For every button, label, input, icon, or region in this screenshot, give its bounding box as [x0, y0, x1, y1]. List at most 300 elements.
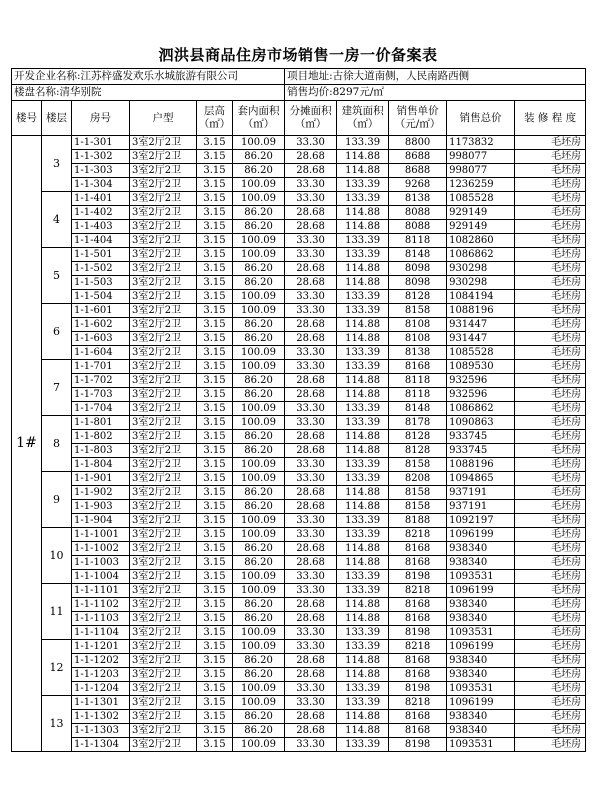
floor-cell: 4: [42, 192, 72, 248]
col-header-layout: 户型: [130, 101, 197, 136]
decoration-cell: 毛坯房: [515, 416, 586, 430]
indoor-area-cell: 100.09: [233, 458, 285, 472]
decoration-cell: 毛坯房: [515, 640, 586, 654]
decoration-cell: 毛坯房: [515, 388, 586, 402]
unit-price-cell: 8800: [389, 136, 447, 150]
layout-cell: 3室2厅2卫: [130, 388, 197, 402]
layout-cell: 3室2厅2卫: [130, 472, 197, 486]
room-cell: 1-1-701: [72, 360, 130, 374]
shared-area-cell: 28.68: [285, 486, 337, 500]
indoor-area-cell: 86.20: [233, 374, 285, 388]
room-cell: 1-1-704: [72, 402, 130, 416]
indoor-area-cell: 86.20: [233, 220, 285, 234]
shared-area-cell: 28.68: [285, 668, 337, 682]
room-cell: 1-1-1302: [72, 710, 130, 724]
table-row: [12, 710, 586, 724]
build-area-cell: 133.39: [337, 346, 389, 360]
build-area-cell: 114.88: [337, 276, 389, 290]
table-row: [12, 626, 586, 640]
table-row: [12, 164, 586, 178]
height-cell: 3.15: [197, 318, 233, 332]
build-area-cell: 114.88: [337, 206, 389, 220]
room-cell: 1-1-1204: [72, 682, 130, 696]
height-cell: 3.15: [197, 500, 233, 514]
total-price-cell: 932596: [447, 374, 515, 388]
shared-area-cell: 33.30: [285, 192, 337, 206]
table-row: [12, 640, 586, 654]
indoor-area-cell: 86.20: [233, 500, 285, 514]
project-name: 清华别院: [59, 86, 102, 98]
table-row: [12, 234, 586, 248]
layout-cell: 3室2厅2卫: [130, 710, 197, 724]
height-cell: 3.15: [197, 710, 233, 724]
layout-cell: 3室2厅2卫: [130, 192, 197, 206]
shared-area-cell: 33.30: [285, 738, 337, 752]
decoration-cell: 毛坯房: [515, 682, 586, 696]
shared-area-cell: 33.30: [285, 696, 337, 710]
total-price-cell: 1090863: [447, 416, 515, 430]
decoration-cell: 毛坯房: [515, 136, 586, 150]
decoration-cell: 毛坯房: [515, 458, 586, 472]
unit-price-cell: 8108: [389, 318, 447, 332]
layout-cell: 3室2厅2卫: [130, 402, 197, 416]
table-row: [12, 668, 586, 682]
height-cell: 3.15: [197, 598, 233, 612]
total-price-cell: 1093531: [447, 626, 515, 640]
shared-area-cell: 28.68: [285, 164, 337, 178]
shared-area-cell: 33.30: [285, 472, 337, 486]
col-header-build-area: 建筑面积（㎡）: [337, 101, 389, 136]
build-area-cell: 133.39: [337, 304, 389, 318]
layout-cell: 3室2厅2卫: [130, 640, 197, 654]
shared-area-cell: 28.68: [285, 318, 337, 332]
total-price-cell: 1088196: [447, 304, 515, 318]
avg-price-cell: [285, 85, 586, 101]
indoor-area-cell: 100.09: [233, 682, 285, 696]
shared-area-cell: 33.30: [285, 402, 337, 416]
total-price-cell: 998077: [447, 150, 515, 164]
build-area-cell: 114.88: [337, 500, 389, 514]
height-cell: 3.15: [197, 724, 233, 738]
build-area-cell: 114.88: [337, 262, 389, 276]
height-cell: 3.15: [197, 654, 233, 668]
shared-area-cell: 28.68: [285, 388, 337, 402]
room-cell: 1-1-504: [72, 290, 130, 304]
floor-cell: 12: [42, 640, 72, 696]
table-row: [12, 346, 586, 360]
layout-cell: 3室2厅2卫: [130, 430, 197, 444]
indoor-area-cell: 100.09: [233, 304, 285, 318]
total-price-cell: 938340: [447, 724, 515, 738]
room-cell: 1-1-1102: [72, 598, 130, 612]
indoor-area-cell: 100.09: [233, 248, 285, 262]
indoor-area-cell: 100.09: [233, 584, 285, 598]
decoration-cell: 毛坯房: [515, 598, 586, 612]
indoor-area-cell: 100.09: [233, 346, 285, 360]
shared-area-cell: 33.30: [285, 626, 337, 640]
table-row: [12, 500, 586, 514]
decoration-cell: 毛坯房: [515, 234, 586, 248]
room-cell: 1-1-1003: [72, 556, 130, 570]
table-row: [12, 444, 586, 458]
height-cell: 3.15: [197, 248, 233, 262]
build-area-cell: 133.39: [337, 248, 389, 262]
total-price-cell: 938340: [447, 556, 515, 570]
height-cell: 3.15: [197, 444, 233, 458]
total-price-cell: 938340: [447, 542, 515, 556]
table-row: [12, 458, 586, 472]
height-cell: 3.15: [197, 276, 233, 290]
layout-cell: 3室2厅2卫: [130, 304, 197, 318]
build-area-cell: 133.39: [337, 136, 389, 150]
col-header-floor: 楼层: [42, 101, 72, 136]
filing-table: [11, 68, 586, 752]
table-row: [12, 570, 586, 584]
unit-price-cell: 8138: [389, 192, 447, 206]
location-value: 古徐大道南侧，人民南路西侧: [332, 70, 470, 82]
room-cell: 1-1-401: [72, 192, 130, 206]
unit-price-cell: 8128: [389, 444, 447, 458]
layout-cell: 3室2厅2卫: [130, 696, 197, 710]
avg-price-label: 销售均价:: [287, 86, 333, 98]
layout-cell: 3室2厅2卫: [130, 150, 197, 164]
table-row: [12, 318, 586, 332]
total-price-cell: 1086862: [447, 248, 515, 262]
build-area-cell: 133.39: [337, 290, 389, 304]
room-cell: 1-1-1004: [72, 570, 130, 584]
decoration-cell: 毛坯房: [515, 150, 586, 164]
decoration-cell: 毛坯房: [515, 360, 586, 374]
unit-price-cell: 8168: [389, 598, 447, 612]
indoor-area-cell: 86.20: [233, 430, 285, 444]
unit-price-cell: 8168: [389, 654, 447, 668]
room-cell: 1-1-904: [72, 514, 130, 528]
header-row: [12, 101, 586, 136]
total-price-cell: 937191: [447, 486, 515, 500]
unit-price-cell: 8158: [389, 486, 447, 500]
unit-price-cell: 8198: [389, 738, 447, 752]
build-area-cell: 133.39: [337, 738, 389, 752]
indoor-area-cell: 100.09: [233, 192, 285, 206]
height-cell: 3.15: [197, 556, 233, 570]
room-cell: 1-1-302: [72, 150, 130, 164]
layout-cell: 3室2厅2卫: [130, 556, 197, 570]
height-cell: 3.15: [197, 486, 233, 500]
shared-area-cell: 33.30: [285, 248, 337, 262]
decoration-cell: 毛坯房: [515, 402, 586, 416]
layout-cell: 3室2厅2卫: [130, 276, 197, 290]
height-cell: 3.15: [197, 374, 233, 388]
project-cell: [12, 85, 285, 101]
shared-area-cell: 28.68: [285, 374, 337, 388]
shared-area-cell: 33.30: [285, 346, 337, 360]
project-label: 楼盘名称:: [14, 86, 60, 98]
room-cell: 1-1-604: [72, 346, 130, 360]
shared-area-cell: 28.68: [285, 710, 337, 724]
indoor-area-cell: 86.20: [233, 724, 285, 738]
room-cell: 1-1-1303: [72, 724, 130, 738]
table-row: [12, 514, 586, 528]
room-cell: 1-1-902: [72, 486, 130, 500]
unit-price-cell: 8168: [389, 668, 447, 682]
table-row: [12, 178, 586, 192]
floor-cell: 3: [42, 136, 72, 192]
room-cell: 1-1-1202: [72, 654, 130, 668]
developer-row: [12, 69, 586, 85]
total-price-cell: 1173832: [447, 136, 515, 150]
table-row: [12, 150, 586, 164]
indoor-area-cell: 86.20: [233, 710, 285, 724]
shared-area-cell: 33.30: [285, 458, 337, 472]
total-price-cell: 1089530: [447, 360, 515, 374]
decoration-cell: 毛坯房: [515, 164, 586, 178]
height-cell: 3.15: [197, 346, 233, 360]
unit-price-cell: 8198: [389, 570, 447, 584]
build-area-cell: 133.39: [337, 416, 389, 430]
unit-price-cell: 8098: [389, 262, 447, 276]
decoration-cell: 毛坯房: [515, 346, 586, 360]
decoration-cell: 毛坯房: [515, 220, 586, 234]
height-cell: 3.15: [197, 514, 233, 528]
room-cell: 1-1-1301: [72, 696, 130, 710]
build-area-cell: 133.39: [337, 528, 389, 542]
height-cell: 3.15: [197, 136, 233, 150]
room-cell: 1-1-1002: [72, 542, 130, 556]
total-price-cell: 930298: [447, 276, 515, 290]
height-cell: 3.15: [197, 206, 233, 220]
unit-price-cell: 8158: [389, 458, 447, 472]
total-price-cell: 931447: [447, 318, 515, 332]
table-row: [12, 276, 586, 290]
table-row: [12, 136, 586, 150]
indoor-area-cell: 86.20: [233, 276, 285, 290]
height-cell: 3.15: [197, 570, 233, 584]
page-title: 泗洪县商品住房市场销售一房一价备案表: [158, 46, 438, 64]
total-price-cell: 932596: [447, 388, 515, 402]
build-area-cell: 133.39: [337, 696, 389, 710]
shared-area-cell: 28.68: [285, 556, 337, 570]
indoor-area-cell: 100.09: [233, 360, 285, 374]
shared-area-cell: 28.68: [285, 276, 337, 290]
build-area-cell: 133.39: [337, 682, 389, 696]
height-cell: 3.15: [197, 458, 233, 472]
layout-cell: 3室2厅2卫: [130, 374, 197, 388]
room-cell: 1-1-703: [72, 388, 130, 402]
location-label: 项目地址:: [287, 70, 333, 82]
room-cell: 1-1-503: [72, 276, 130, 290]
decoration-cell: 毛坯房: [515, 696, 586, 710]
decoration-cell: 毛坯房: [515, 542, 586, 556]
layout-cell: 3室2厅2卫: [130, 668, 197, 682]
unit-price-cell: 8118: [389, 374, 447, 388]
decoration-cell: 毛坯房: [515, 262, 586, 276]
floor-cell: 11: [42, 584, 72, 640]
indoor-area-cell: 86.20: [233, 486, 285, 500]
indoor-area-cell: 100.09: [233, 136, 285, 150]
height-cell: 3.15: [197, 304, 233, 318]
height-cell: 3.15: [197, 640, 233, 654]
layout-cell: 3室2厅2卫: [130, 598, 197, 612]
shared-area-cell: 33.30: [285, 570, 337, 584]
unit-price-cell: 8138: [389, 346, 447, 360]
layout-cell: 3室2厅2卫: [130, 542, 197, 556]
shared-area-cell: 28.68: [285, 430, 337, 444]
shared-area-cell: 28.68: [285, 500, 337, 514]
shared-area-cell: 28.68: [285, 220, 337, 234]
decoration-cell: 毛坯房: [515, 570, 586, 584]
height-cell: 3.15: [197, 164, 233, 178]
room-cell: 1-1-804: [72, 458, 130, 472]
shared-area-cell: 28.68: [285, 654, 337, 668]
build-area-cell: 133.39: [337, 640, 389, 654]
height-cell: 3.15: [197, 584, 233, 598]
build-area-cell: 114.88: [337, 220, 389, 234]
unit-price-cell: 8178: [389, 416, 447, 430]
decoration-cell: 毛坯房: [515, 374, 586, 388]
height-cell: 3.15: [197, 262, 233, 276]
floor-cell: 7: [42, 360, 72, 416]
table-row: [12, 416, 586, 430]
indoor-area-cell: 86.20: [233, 598, 285, 612]
height-cell: 3.15: [197, 220, 233, 234]
shared-area-cell: 33.30: [285, 234, 337, 248]
floor-cell: 9: [42, 472, 72, 528]
build-area-cell: 133.39: [337, 234, 389, 248]
total-price-cell: 1085528: [447, 192, 515, 206]
total-price-cell: 937191: [447, 500, 515, 514]
layout-cell: 3室2厅2卫: [130, 136, 197, 150]
indoor-area-cell: 100.09: [233, 514, 285, 528]
shared-area-cell: 33.30: [285, 682, 337, 696]
build-area-cell: 133.39: [337, 192, 389, 206]
indoor-area-cell: 86.20: [233, 612, 285, 626]
unit-price-cell: 8118: [389, 234, 447, 248]
layout-cell: 3室2厅2卫: [130, 500, 197, 514]
col-header-indoor-area: 套内面积（㎡）: [233, 101, 285, 136]
layout-cell: 3室2厅2卫: [130, 486, 197, 500]
build-area-cell: 133.39: [337, 360, 389, 374]
table-row: [12, 472, 586, 486]
indoor-area-cell: 100.09: [233, 626, 285, 640]
layout-cell: 3室2厅2卫: [130, 416, 197, 430]
total-price-cell: 938340: [447, 654, 515, 668]
table-row: [12, 486, 586, 500]
indoor-area-cell: 86.20: [233, 206, 285, 220]
room-cell: 1-1-603: [72, 332, 130, 346]
layout-cell: 3室2厅2卫: [130, 724, 197, 738]
room-cell: 1-1-403: [72, 220, 130, 234]
unit-price-cell: 8188: [389, 514, 447, 528]
location-cell: [285, 69, 586, 85]
table-row: [12, 654, 586, 668]
layout-cell: 3室2厅2卫: [130, 528, 197, 542]
decoration-cell: 毛坯房: [515, 514, 586, 528]
indoor-area-cell: 100.09: [233, 640, 285, 654]
shared-area-cell: 33.30: [285, 136, 337, 150]
table-row: [12, 528, 586, 542]
indoor-area-cell: 100.09: [233, 570, 285, 584]
decoration-cell: 毛坯房: [515, 206, 586, 220]
total-price-cell: 930298: [447, 262, 515, 276]
shared-area-cell: 33.30: [285, 584, 337, 598]
build-area-cell: 133.39: [337, 472, 389, 486]
project-row: [12, 85, 586, 101]
unit-price-cell: 8158: [389, 500, 447, 514]
floor-cell: 13: [42, 696, 72, 752]
unit-price-cell: 8208: [389, 472, 447, 486]
indoor-area-cell: 100.09: [233, 178, 285, 192]
total-price-cell: 1096199: [447, 584, 515, 598]
height-cell: 3.15: [197, 290, 233, 304]
unit-price-cell: 8198: [389, 682, 447, 696]
height-cell: 3.15: [197, 472, 233, 486]
room-cell: 1-1-802: [72, 430, 130, 444]
build-area-cell: 114.88: [337, 332, 389, 346]
col-header-shared-area: 分摊面积（㎡）: [285, 101, 337, 136]
indoor-area-cell: 100.09: [233, 416, 285, 430]
total-price-cell: 1236259: [447, 178, 515, 192]
total-price-cell: 929149: [447, 220, 515, 234]
layout-cell: 3室2厅2卫: [130, 738, 197, 752]
decoration-cell: 毛坯房: [515, 654, 586, 668]
shared-area-cell: 33.30: [285, 304, 337, 318]
shared-area-cell: 33.30: [285, 528, 337, 542]
total-price-cell: 1096199: [447, 528, 515, 542]
room-cell: 1-1-901: [72, 472, 130, 486]
table-row: [12, 682, 586, 696]
layout-cell: 3室2厅2卫: [130, 346, 197, 360]
height-cell: 3.15: [197, 332, 233, 346]
build-area-cell: 133.39: [337, 570, 389, 584]
total-price-cell: 1096199: [447, 696, 515, 710]
decoration-cell: 毛坯房: [515, 584, 586, 598]
height-cell: 3.15: [197, 234, 233, 248]
build-area-cell: 114.88: [337, 598, 389, 612]
col-header-building: 楼号: [12, 101, 42, 136]
indoor-area-cell: 100.09: [233, 472, 285, 486]
build-area-cell: 133.39: [337, 626, 389, 640]
room-cell: 1-1-1203: [72, 668, 130, 682]
table-row: [12, 696, 586, 710]
table-row: [12, 290, 586, 304]
unit-price-cell: 8218: [389, 584, 447, 598]
shared-area-cell: 28.68: [285, 206, 337, 220]
room-cell: 1-1-601: [72, 304, 130, 318]
decoration-cell: 毛坯房: [515, 612, 586, 626]
build-area-cell: 114.88: [337, 542, 389, 556]
total-price-cell: 1093531: [447, 682, 515, 696]
unit-price-cell: 8128: [389, 430, 447, 444]
floor-cell: 5: [42, 248, 72, 304]
room-cell: 1-1-801: [72, 416, 130, 430]
room-cell: 1-1-303: [72, 164, 130, 178]
unit-price-cell: 8088: [389, 220, 447, 234]
decoration-cell: 毛坯房: [515, 290, 586, 304]
table-row: [12, 220, 586, 234]
build-area-cell: 133.39: [337, 584, 389, 598]
layout-cell: 3室2厅2卫: [130, 360, 197, 374]
room-cell: 1-1-301: [72, 136, 130, 150]
height-cell: 3.15: [197, 528, 233, 542]
shared-area-cell: 33.30: [285, 416, 337, 430]
room-cell: 1-1-1103: [72, 612, 130, 626]
table-row: [12, 724, 586, 738]
developer-name: 江苏梓盛发欢乐水城旅游有限公司: [80, 70, 239, 82]
build-area-cell: 114.88: [337, 164, 389, 178]
layout-cell: 3室2厅2卫: [130, 262, 197, 276]
height-cell: 3.15: [197, 668, 233, 682]
indoor-area-cell: 86.20: [233, 654, 285, 668]
